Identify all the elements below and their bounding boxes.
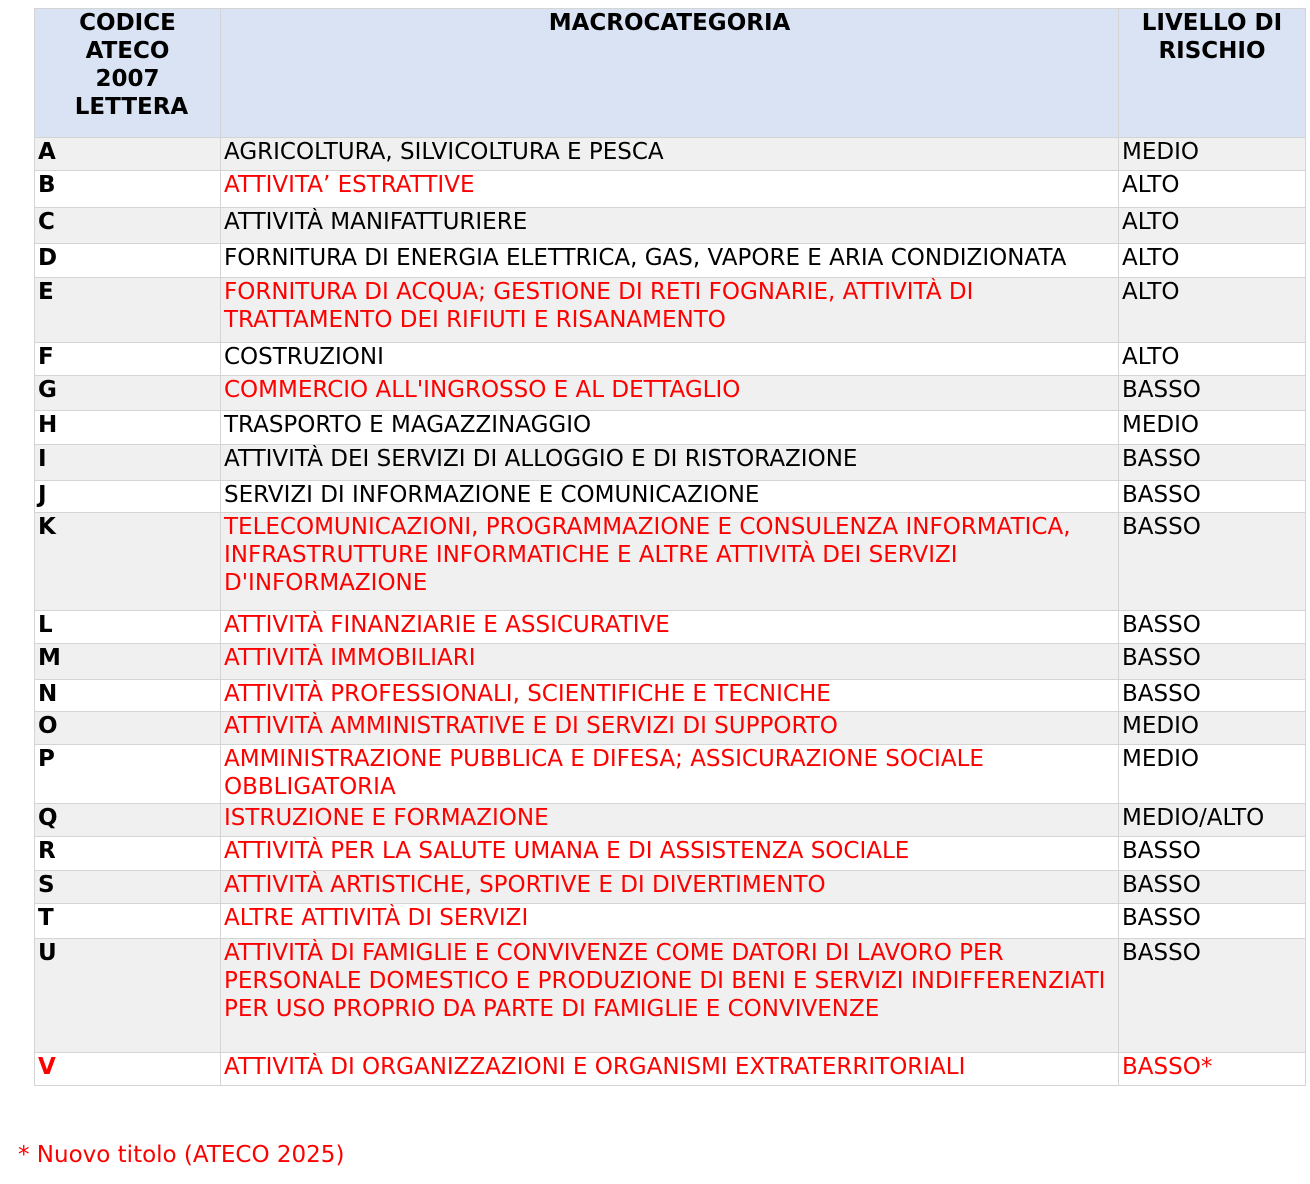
code-cell: F bbox=[35, 343, 221, 376]
macro-cell: ATTIVITÀ IMMOBILIARI bbox=[221, 644, 1119, 680]
header-code-line: ATECO bbox=[85, 38, 170, 64]
code-cell: E bbox=[35, 278, 221, 343]
risk-cell: ALTO bbox=[1119, 278, 1306, 343]
risk-cell: ALTO bbox=[1119, 343, 1306, 376]
table-row bbox=[35, 376, 1306, 411]
table-row bbox=[35, 837, 1306, 871]
code-cell: H bbox=[35, 411, 221, 445]
table-row bbox=[35, 680, 1306, 712]
table-row bbox=[35, 343, 1306, 376]
header-code-line: 2007 bbox=[95, 66, 160, 92]
table-row bbox=[35, 1053, 1306, 1086]
macro-cell: FORNITURA DI ENERGIA ELETTRICA, GAS, VAPORE E ARIA CONDIZIONATA bbox=[221, 244, 1119, 278]
macro-cell: ATTIVITÀ MANIFATTURIERE bbox=[221, 208, 1119, 244]
code-cell: S bbox=[35, 871, 221, 904]
table-row bbox=[35, 138, 1306, 171]
code-cell: L bbox=[35, 611, 221, 644]
code-cell: U bbox=[35, 939, 221, 1053]
macro-cell: FORNITURA DI ACQUA; GESTIONE DI RETI FOGNARIE, ATTIVITÀ DI TRATTAMENTO DEI RIFIUTI E RISANAMENTO bbox=[221, 278, 1119, 343]
table-row bbox=[35, 171, 1306, 208]
table-row bbox=[35, 745, 1306, 804]
code-cell: O bbox=[35, 712, 221, 745]
header-macro: MACROCATEGORIA bbox=[221, 9, 1119, 138]
header-row bbox=[35, 9, 1306, 138]
code-cell: P bbox=[35, 745, 221, 804]
macro-cell: TELECOMUNICAZIONI, PROGRAMMAZIONE E CONSULENZA INFORMATICA, INFRASTRUTTURE INFORMATICHE E ALTRE ATTIVITÀ DEI SERVIZI D'INFORMAZIONE bbox=[221, 513, 1119, 611]
table-row bbox=[35, 939, 1306, 1053]
table-row bbox=[35, 513, 1306, 611]
risk-cell: MEDIO bbox=[1119, 138, 1306, 171]
code-cell: Q bbox=[35, 804, 221, 837]
risk-cell: BASSO bbox=[1119, 939, 1306, 1053]
risk-cell: BASSO bbox=[1119, 481, 1306, 513]
table-row bbox=[35, 208, 1306, 244]
macro-cell: COSTRUZIONI bbox=[221, 343, 1119, 376]
table-header bbox=[35, 9, 1306, 138]
header-code-line: LETTERA bbox=[66, 94, 189, 120]
risk-cell: BASSO bbox=[1119, 837, 1306, 871]
table-row bbox=[35, 244, 1306, 278]
code-cell: T bbox=[35, 904, 221, 939]
risk-cell: BASSO bbox=[1119, 904, 1306, 939]
code-cell: B bbox=[35, 171, 221, 208]
table-row bbox=[35, 644, 1306, 680]
code-cell: I bbox=[35, 445, 221, 481]
table-body bbox=[35, 138, 1306, 1086]
header-code-line: CODICE bbox=[79, 10, 176, 36]
macro-cell: ATTIVITÀ DEI SERVIZI DI ALLOGGIO E DI RISTORAZIONE bbox=[221, 445, 1119, 481]
risk-cell: ALTO bbox=[1119, 244, 1306, 278]
header-code bbox=[35, 9, 221, 138]
header-risk-line: LIVELLO DI bbox=[1141, 10, 1283, 36]
table-row bbox=[35, 712, 1306, 745]
footnote: * Nuovo titolo (ATECO 2025) bbox=[18, 1142, 345, 1168]
code-cell: K bbox=[35, 513, 221, 611]
risk-cell: BASSO bbox=[1119, 513, 1306, 611]
code-cell: M bbox=[35, 644, 221, 680]
risk-cell: BASSO bbox=[1119, 680, 1306, 712]
macro-cell: AMMINISTRAZIONE PUBBLICA E DIFESA; ASSICURAZIONE SOCIALE OBBLIGATORIA bbox=[221, 745, 1119, 804]
code-cell: V bbox=[35, 1053, 221, 1086]
macro-cell: ISTRUZIONE E FORMAZIONE bbox=[221, 804, 1119, 837]
macro-cell: TRASPORTO E MAGAZZINAGGIO bbox=[221, 411, 1119, 445]
risk-cell: BASSO bbox=[1119, 644, 1306, 680]
risk-cell: BASSO bbox=[1119, 611, 1306, 644]
risk-cell: BASSO* bbox=[1119, 1053, 1306, 1086]
table-row bbox=[35, 871, 1306, 904]
code-cell: J bbox=[35, 481, 221, 513]
risk-cell: MEDIO bbox=[1119, 411, 1306, 445]
macro-cell: ALTRE ATTIVITÀ DI SERVIZI bbox=[221, 904, 1119, 939]
code-cell: N bbox=[35, 680, 221, 712]
macro-cell: SERVIZI DI INFORMAZIONE E COMUNICAZIONE bbox=[221, 481, 1119, 513]
table-row bbox=[35, 611, 1306, 644]
code-cell: G bbox=[35, 376, 221, 411]
macro-cell: AGRICOLTURA, SILVICOLTURA E PESCA bbox=[221, 138, 1119, 171]
macro-cell: ATTIVITÀ PER LA SALUTE UMANA E DI ASSISTENZA SOCIALE bbox=[221, 837, 1119, 871]
risk-cell: ALTO bbox=[1119, 171, 1306, 208]
code-cell: C bbox=[35, 208, 221, 244]
macro-cell: COMMERCIO ALL'INGROSSO E AL DETTAGLIO bbox=[221, 376, 1119, 411]
macro-cell: ATTIVITÀ DI ORGANIZZAZIONI E ORGANISMI EXTRATERRITORIALI bbox=[221, 1053, 1119, 1086]
table-row bbox=[35, 411, 1306, 445]
risk-cell: BASSO bbox=[1119, 445, 1306, 481]
table-row bbox=[35, 804, 1306, 837]
risk-cell: BASSO bbox=[1119, 376, 1306, 411]
code-cell: A bbox=[35, 138, 221, 171]
macro-cell: ATTIVITA’ ESTRATTIVE bbox=[221, 171, 1119, 208]
macro-cell: ATTIVITÀ ARTISTICHE, SPORTIVE E DI DIVERTIMENTO bbox=[221, 871, 1119, 904]
macro-cell: ATTIVITÀ FINANZIARIE E ASSICURATIVE bbox=[221, 611, 1119, 644]
risk-cell: MEDIO bbox=[1119, 712, 1306, 745]
risk-cell: BASSO bbox=[1119, 871, 1306, 904]
risk-cell: ALTO bbox=[1119, 208, 1306, 244]
risk-cell: MEDIO/ALTO bbox=[1119, 804, 1306, 837]
header-risk-line: RISCHIO bbox=[1158, 38, 1266, 64]
header-risk bbox=[1119, 9, 1306, 138]
macro-cell: ATTIVITÀ DI FAMIGLIE E CONVIVENZE COME DATORI DI LAVORO PER PERSONALE DOMESTICO E PRODUZIONE DI BENI E SERVIZI INDIFFERENZIATI PER USO PROPRIO DA PARTE DI FAMIGLIE E CONVIVENZE bbox=[221, 939, 1119, 1053]
code-cell: D bbox=[35, 244, 221, 278]
table-row bbox=[35, 445, 1306, 481]
risk-cell: MEDIO bbox=[1119, 745, 1306, 804]
table-row bbox=[35, 904, 1306, 939]
table-row bbox=[35, 481, 1306, 513]
code-cell: R bbox=[35, 837, 221, 871]
table-row bbox=[35, 278, 1306, 343]
ateco-risk-table bbox=[34, 8, 1306, 1086]
macro-cell: ATTIVITÀ PROFESSIONALI, SCIENTIFICHE E TECNICHE bbox=[221, 680, 1119, 712]
macro-cell: ATTIVITÀ AMMINISTRATIVE E DI SERVIZI DI SUPPORTO bbox=[221, 712, 1119, 745]
